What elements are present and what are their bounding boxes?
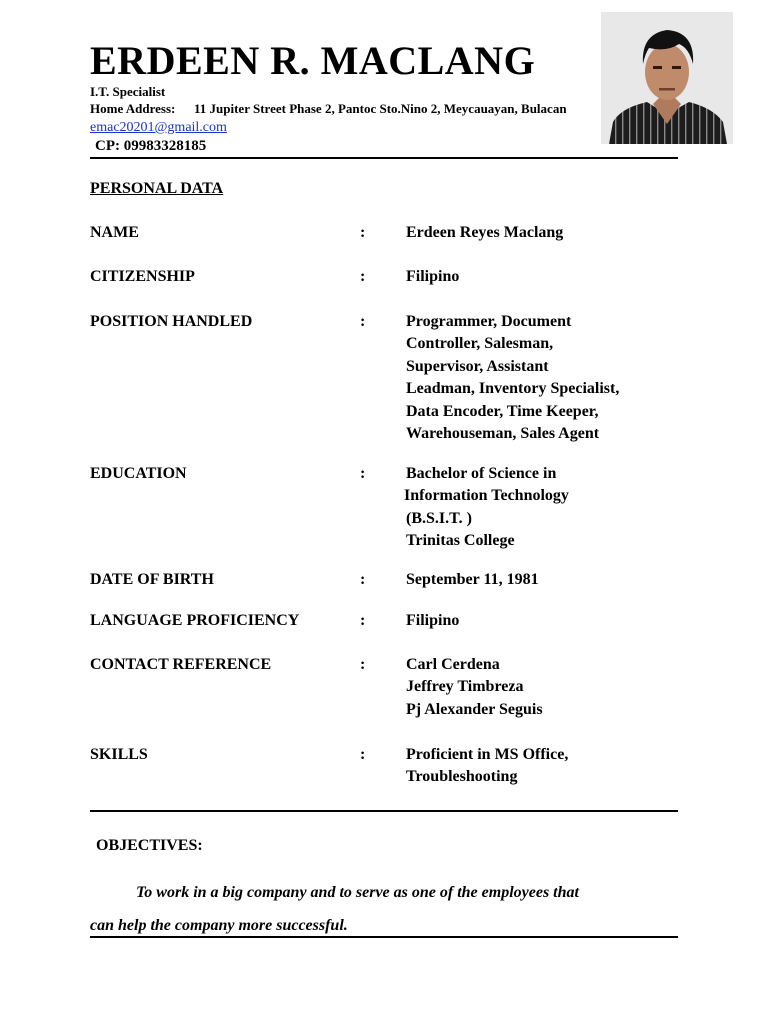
value-line: Troubleshooting (406, 768, 518, 786)
field-colon: : (360, 656, 366, 673)
field-colon: : (360, 612, 366, 629)
address-value: 11 Jupiter Street Phase 2, Pantoc Sto.Nino 2, Meycauayan, Bulacan (194, 101, 567, 116)
value-line: Controller, Salesman, (406, 335, 554, 353)
field-value (406, 463, 676, 553)
field-colon: : (360, 313, 366, 330)
field-label: SKILLS (90, 746, 148, 763)
person-portrait-icon (601, 12, 733, 144)
objectives-text (90, 876, 680, 942)
field-label: DATE OF BIRTH (90, 571, 214, 588)
profile-photo (601, 12, 733, 144)
value-line: Filipino (406, 612, 460, 629)
header-divider (90, 157, 678, 159)
value-line: Programmer, Document (406, 313, 572, 330)
field-value (406, 311, 676, 445)
field-label: EDUCATION (90, 465, 187, 482)
field-label: LANGUAGE PROFICIENCY (90, 612, 300, 629)
job-title: I.T. Specialist (90, 84, 166, 99)
value-line: Leadman, Inventory Specialist, (406, 380, 620, 398)
phone-number: CP: 09983328185 (95, 138, 207, 154)
value-line: (B.S.I.T. ) (406, 509, 472, 527)
email-link[interactable]: emac20201@gmail.com (90, 120, 227, 135)
objective-line: can help the company more successful. (90, 917, 348, 934)
field-label: NAME (90, 224, 139, 241)
section-divider (90, 810, 678, 812)
field-value (406, 654, 676, 721)
field-colon: : (360, 224, 366, 241)
field-value (406, 222, 676, 244)
field-colon: : (360, 268, 366, 285)
value-line: Supervisor, Assistant (406, 357, 549, 375)
personal-data-heading: PERSONAL DATA (90, 180, 224, 197)
field-value (406, 610, 676, 632)
value-line: Filipino (406, 268, 460, 285)
value-line: Erdeen Reyes Maclang (406, 224, 564, 241)
value-line: Proficient in MS Office, (406, 746, 569, 763)
objective-line: To work in a big company and to serve as one of the employees that (136, 884, 579, 901)
field-value (406, 266, 676, 288)
field-value (406, 569, 676, 591)
applicant-name: ERDEEN R. MACLANG (90, 38, 536, 83)
value-line: Bachelor of Science in (406, 465, 557, 482)
field-colon: : (360, 746, 366, 763)
value-line: Carl Cerdena (406, 656, 500, 673)
value-line: Trinitas College (406, 532, 515, 550)
value-line: Warehouseman, Sales Agent (406, 425, 600, 443)
home-address (90, 101, 567, 117)
field-label: POSITION HANDLED (90, 313, 253, 330)
value-line: September 11, 1981 (406, 571, 539, 588)
field-colon: : (360, 465, 366, 482)
field-label: CONTACT REFERENCE (90, 656, 272, 673)
field-value (406, 744, 676, 789)
value-line: Jeffrey Timbreza (406, 678, 524, 696)
field-label: CITIZENSHIP (90, 268, 195, 285)
value-line: Data Encoder, Time Keeper, (406, 402, 599, 420)
value-line: Pj Alexander Seguis (406, 700, 543, 718)
value-line: Information Technology (404, 487, 569, 505)
address-label: Home Address: (90, 101, 176, 116)
objectives-heading: OBJECTIVES: (96, 837, 203, 854)
field-colon: : (360, 571, 366, 588)
footer-divider (90, 936, 678, 938)
